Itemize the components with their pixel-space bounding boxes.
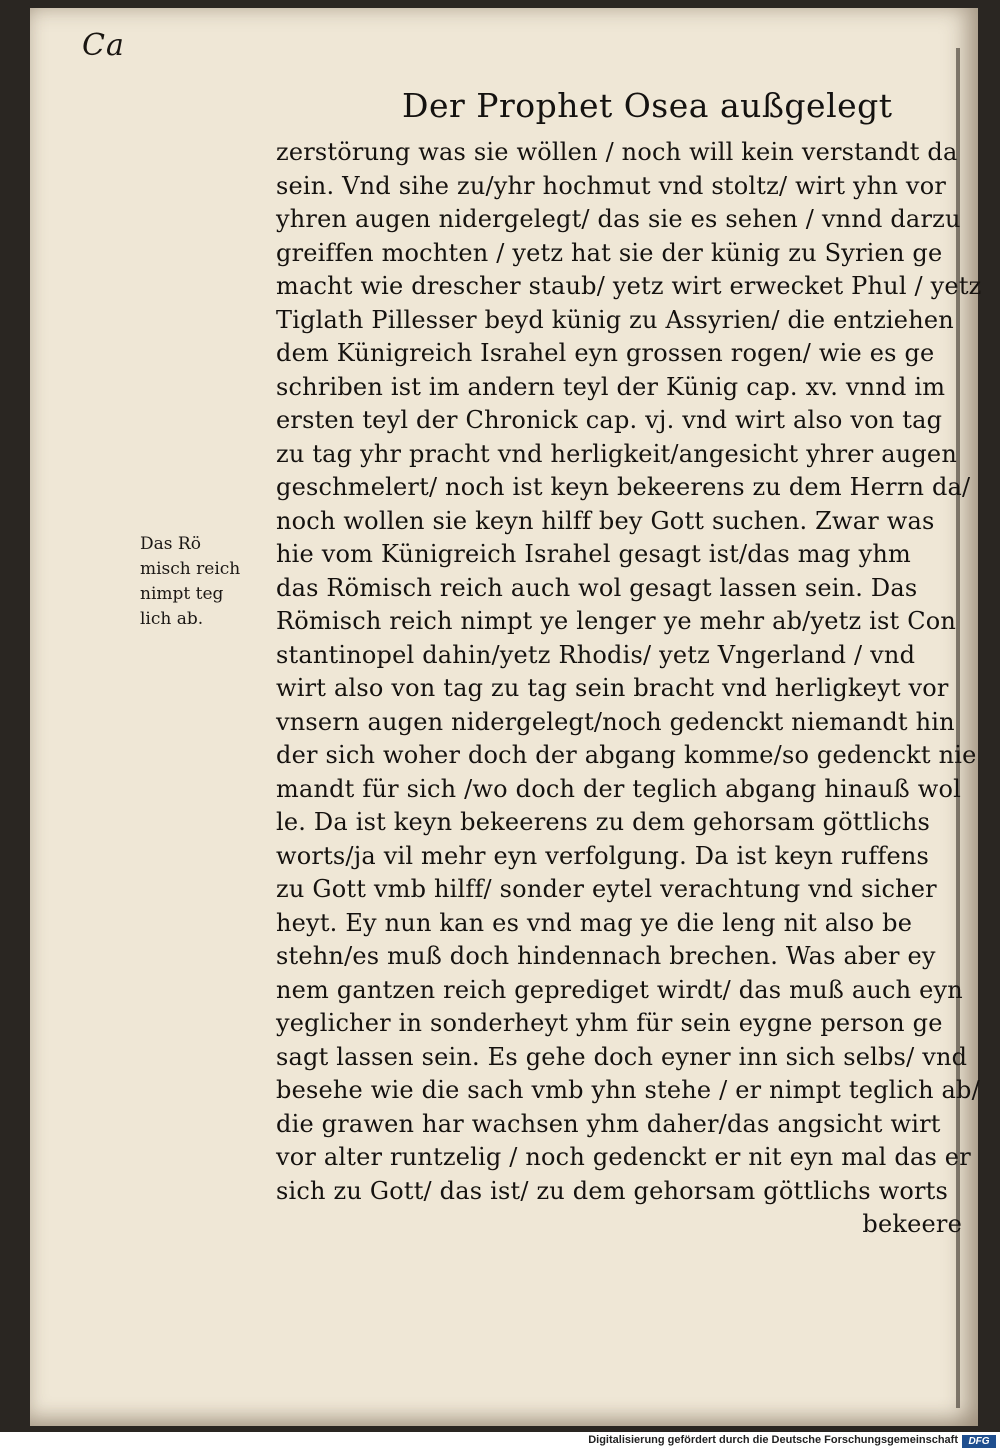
text-line: wirt also von tag zu tag sein bracht vnd herligkeyt vor (276, 674, 949, 702)
text-line: zu Gott vmb hilff/ sonder eytel verachtung vnd sicher (276, 875, 937, 903)
text-line: yeglicher in sonderheyt yhm für sein eygne person ge (276, 1009, 943, 1037)
text-line: Tiglath Pillesser beyd künig zu Assyrien/ die entziehen (276, 305, 954, 334)
text-line: sich zu Gott/ das ist/ zu dem gehorsam göttlichs worts (276, 1176, 949, 1205)
text-line: hie vom Künigreich Israhel gesagt ist/das mag yhm (276, 540, 911, 568)
text-line: zu tag yhr pracht vnd herligkeit/angesicht yhrer augen (276, 439, 957, 468)
text-line: le. Da ist keyn bekeerens zu dem gehorsam göttlichs (276, 808, 931, 836)
catchword: bekeere (862, 1210, 962, 1238)
signature-mark: Ca (82, 28, 125, 63)
marginal-note-line: Das Rö (140, 534, 201, 554)
text-line: worts/ja vil mehr eyn verfolgung. Da ist keyn ruffens (276, 841, 930, 870)
text-line: sein. Vnd sihe zu/yhr hochmut vnd stoltz/ wirt yhn vor (276, 171, 947, 200)
text-line: Römisch reich nimpt ye lenger ye mehr ab/yetz ist Con (276, 607, 957, 635)
text-line: vor alter runtzelig / noch gedenckt er nit eyn mal das er (276, 1143, 971, 1171)
running-head: Der Prophet Osea außgelegt (402, 86, 893, 125)
text-line: ersten teyl der Chronick cap. vj. vnd wirt also von tag (276, 406, 943, 434)
text-line: geschmelert/ noch ist keyn bekeerens zu dem Herrn da/ (276, 473, 971, 501)
funding-credit: Digitalisierung gefördert durch die Deutsche Forschungsgemeinschaft (588, 1434, 958, 1446)
text-line: das Römisch reich auch wol gesagt lassen sein. Das (276, 573, 918, 602)
dfg-logo-icon: DFG (962, 1435, 996, 1448)
text-line: vnsern augen nidergelegt/noch gedenckt niemandt hin (276, 707, 955, 736)
marginal-note-line: nimpt teg (140, 584, 224, 604)
text-line: der sich woher doch der abgang komme/so gedenckt nie (276, 741, 977, 769)
marginal-note (140, 532, 260, 632)
text-line: mandt für sich /wo doch der teglich abgang hinauß wol (276, 774, 962, 803)
footer-bar (0, 1432, 1000, 1452)
text-line: schriben ist im andern teyl der Künig cap. xv. vnnd im (276, 372, 946, 401)
body-text (276, 136, 982, 1242)
text-line: sagt lassen sein. Es gehe doch eyner inn sich selbs/ vnd (276, 1042, 968, 1071)
text-line: zerstörung was sie wöllen / noch will kein verstandt da (276, 138, 958, 166)
text-line: dem Künigreich Israhel eyn grossen rogen/ wie es ge (276, 339, 935, 367)
text-line: nem gantzen reich geprediget wirdt/ das muß auch eyn (276, 975, 963, 1004)
text-line: heyt. Ey nun kan es vnd mag ye die leng nit also be (276, 908, 913, 937)
text-line: macht wie drescher staub/ yetz wirt erwecket Phul / yetz (276, 272, 982, 300)
text-line: greiffen mochten / yetz hat sie der künig zu Syrien ge (276, 238, 943, 267)
text-line: stantinopel dahin/yetz Rhodis/ yetz Vngerland / vnd (276, 640, 916, 669)
text-line: noch wollen sie keyn hilff bey Gott suchen. Zwar was (276, 506, 935, 535)
text-line: yhren augen nidergelegt/ das sie es sehen / vnnd darzu (276, 205, 961, 233)
marginal-note-line: lich ab. (140, 609, 204, 629)
marginal-note-line: misch reich (140, 559, 241, 579)
text-line: die grawen har wachsen yhm daher/das angsicht wirt (276, 1109, 941, 1138)
text-line: stehn/es muß doch hindennach brechen. Was aber ey (276, 942, 936, 970)
text-line: besehe wie die sach vmb yhn stehe / er nimpt teglich ab/ (276, 1076, 980, 1104)
